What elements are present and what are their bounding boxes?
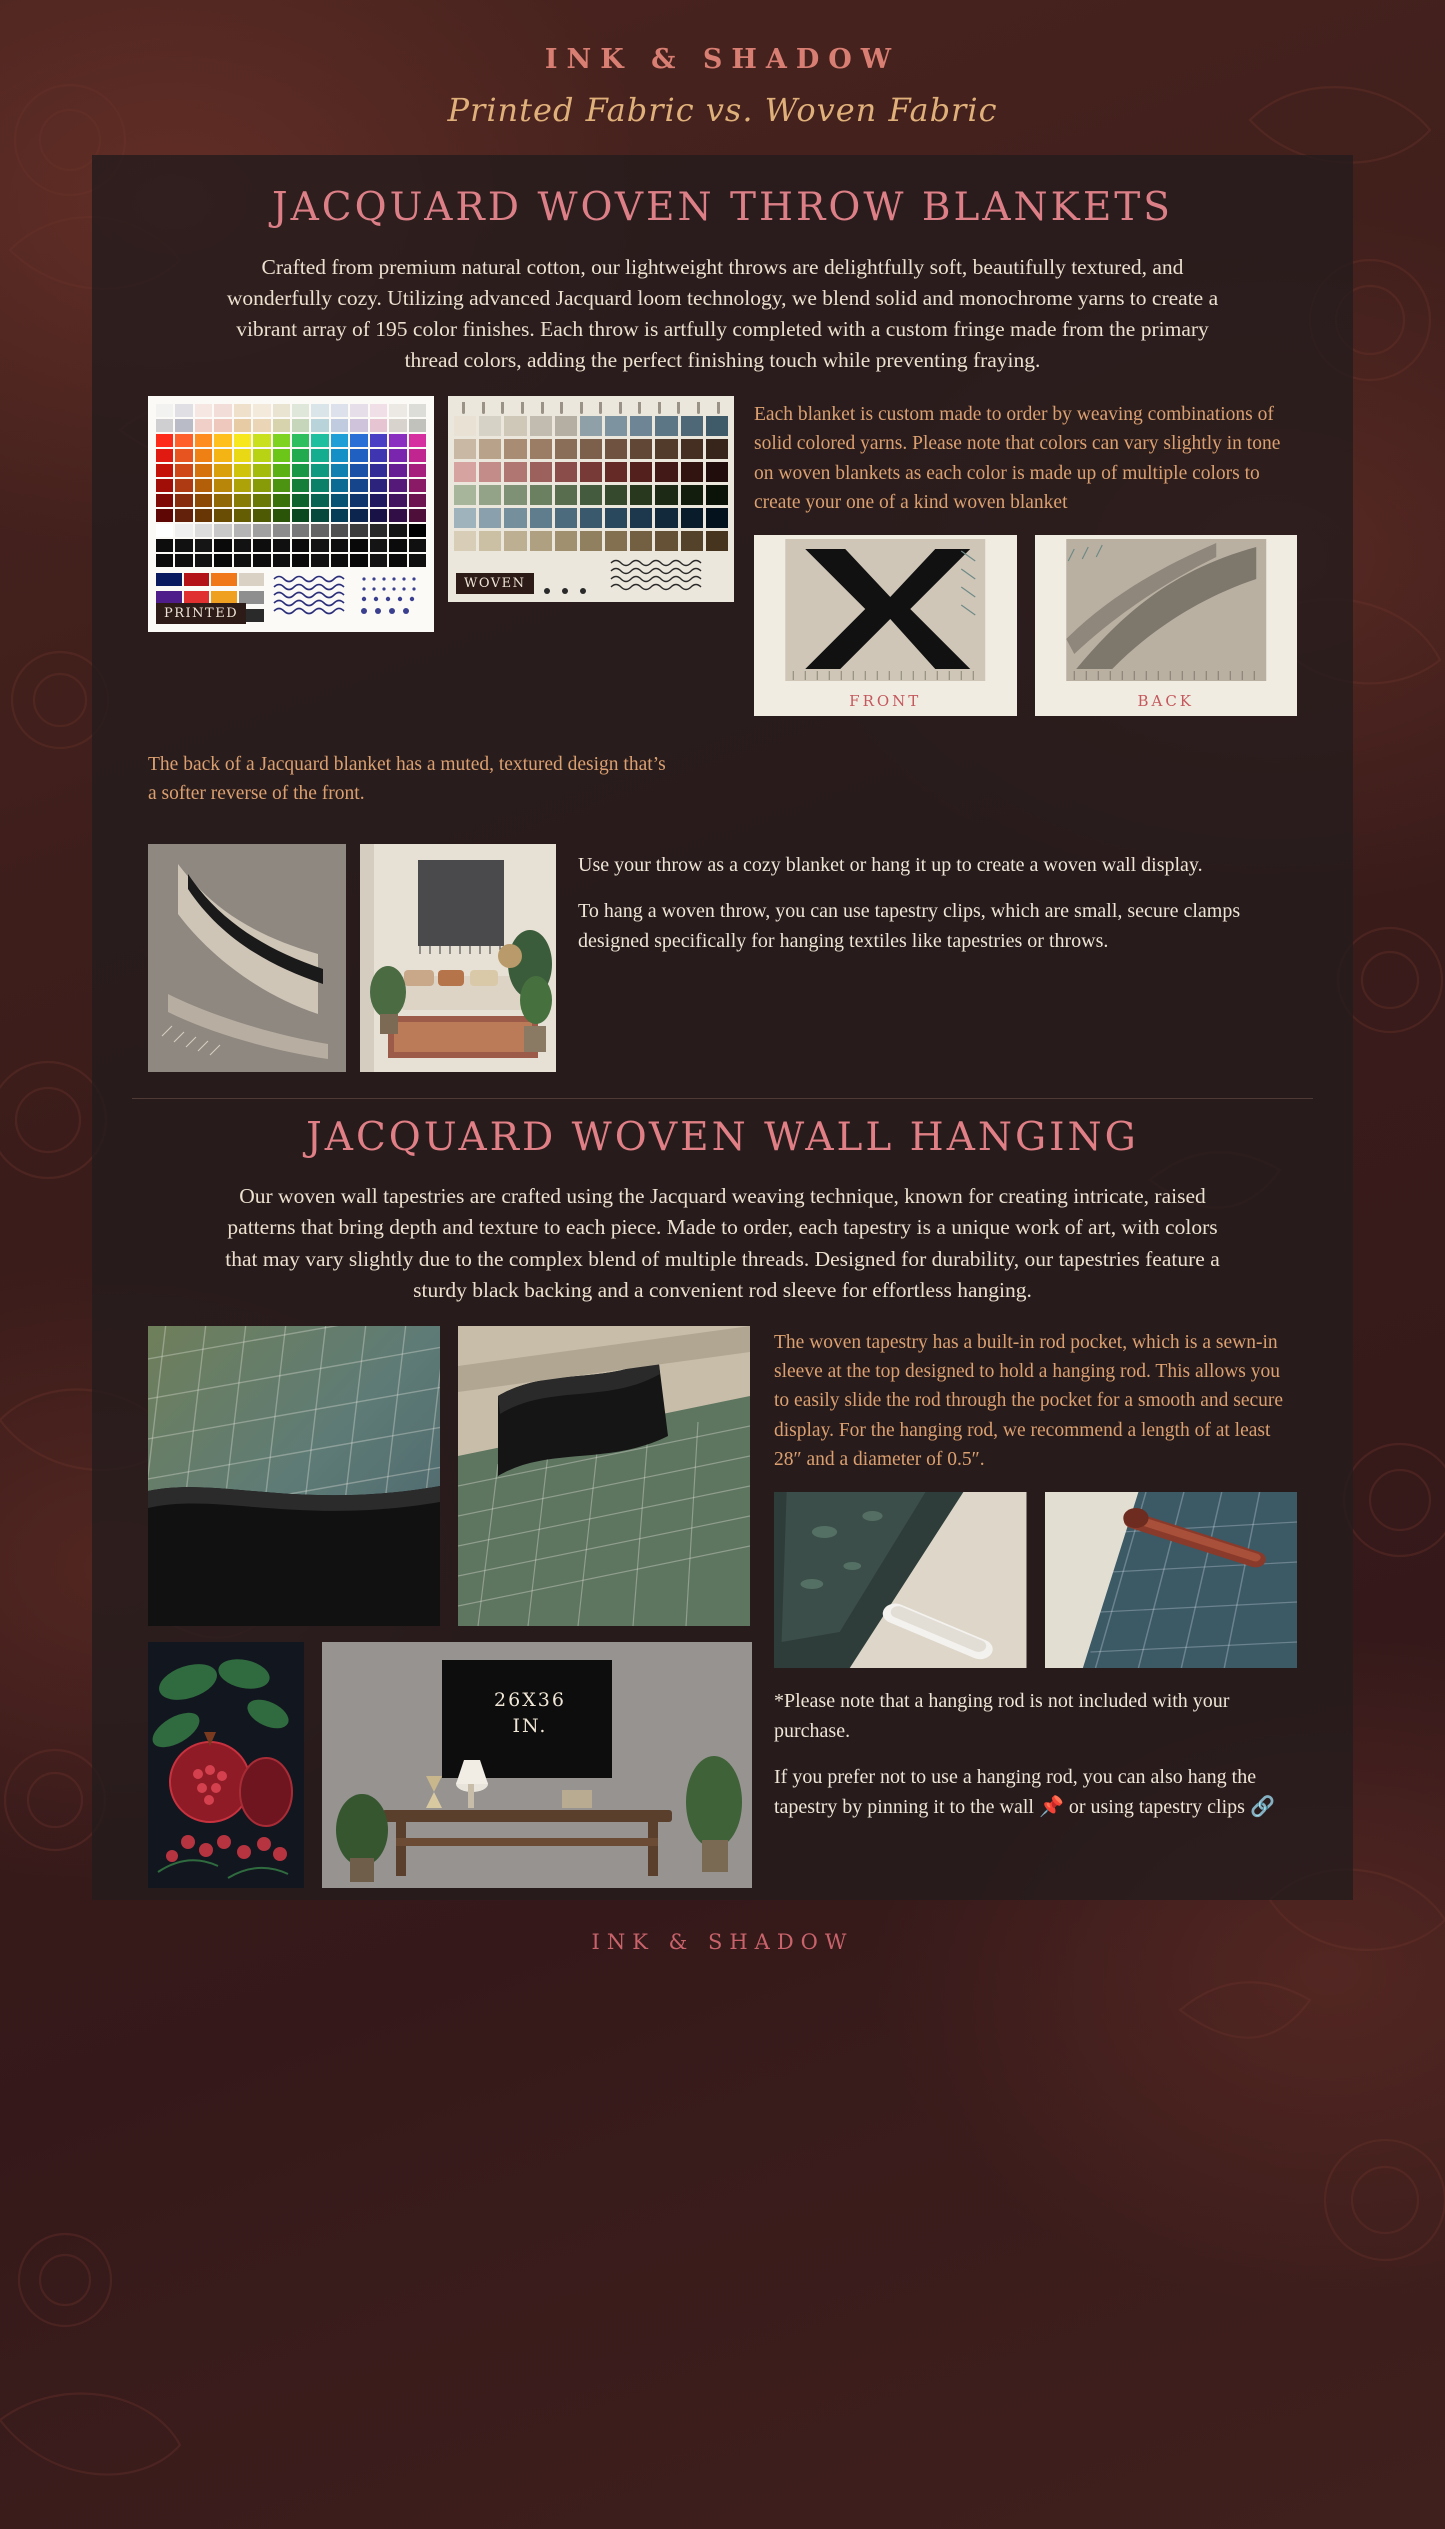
- color-swatch: [253, 509, 270, 522]
- color-swatch: [331, 494, 348, 507]
- color-swatch: [555, 416, 577, 436]
- color-swatch: [630, 462, 652, 482]
- front-blanket-photo: [758, 539, 1013, 681]
- color-swatch: [555, 462, 577, 482]
- color-swatch: [253, 479, 270, 492]
- color-swatch: [655, 416, 677, 436]
- color-swatch: [214, 494, 231, 507]
- color-swatch: [504, 462, 526, 482]
- color-swatch: [479, 416, 501, 436]
- wall-mockup-photo: [322, 1642, 752, 1888]
- color-swatch: [370, 524, 387, 537]
- color-swatch: [214, 449, 231, 462]
- color-swatch: [195, 539, 212, 552]
- back-design-caption: The back of a Jacquard blanket has a muted, textured design that’s a softer reverse of the front.: [148, 753, 666, 804]
- color-swatch: [273, 494, 290, 507]
- color-swatch: [311, 554, 328, 567]
- color-swatch: [156, 524, 173, 537]
- color-swatch: [195, 419, 212, 432]
- color-swatch: [370, 509, 387, 522]
- color-swatch: [234, 524, 251, 537]
- color-swatch: [156, 539, 173, 552]
- color-swatch: [350, 464, 367, 477]
- color-swatch: [273, 509, 290, 522]
- color-swatch: [311, 524, 328, 537]
- tapestry-corner-svg: [458, 1326, 750, 1626]
- color-swatch: [214, 539, 231, 552]
- color-swatch: [331, 524, 348, 537]
- color-swatch: [370, 479, 387, 492]
- back-image-card: [1035, 535, 1298, 716]
- pomegranate-svg: [148, 1642, 304, 1888]
- color-swatch: [605, 485, 627, 505]
- color-swatch: [681, 485, 703, 505]
- back-blanket-photo: [1039, 539, 1294, 681]
- color-swatch: [389, 524, 406, 537]
- color-swatch: [292, 479, 309, 492]
- fringe-top: [454, 402, 728, 416]
- color-swatch: [156, 449, 173, 462]
- color-swatch: [331, 464, 348, 477]
- color-swatch: [195, 449, 212, 462]
- color-swatch: [175, 494, 192, 507]
- color-swatch: [479, 439, 501, 459]
- color-swatch: [175, 434, 192, 447]
- color-swatch: [389, 509, 406, 522]
- color-swatch: [214, 509, 231, 522]
- color-swatch: [706, 462, 728, 482]
- color-swatch: [175, 554, 192, 567]
- rod-inserted-photo: [1045, 1492, 1298, 1668]
- color-swatch: [292, 554, 309, 567]
- wall-mockup-svg: [322, 1642, 752, 1888]
- tapestry-row: [92, 1326, 1353, 1888]
- rod-pocket-text: The woven tapestry has a built-in rod pocket, which is a sewn-in sleeve at the top designed to hold a hanging rod. This allows you to easily slide the rod through the pocket for a smooth and secure display. For the hanging rod, we recommend a length of at least 28″ and a diameter of 0.5″.: [774, 1331, 1284, 1470]
- color-swatch: [331, 449, 348, 462]
- color-swatch: [350, 554, 367, 567]
- tapestry-backing-closeup-photo: [148, 1326, 440, 1626]
- color-swatch: [605, 462, 627, 482]
- color-swatch: [454, 531, 476, 551]
- printed-swatch-chart: [148, 396, 434, 632]
- color-swatch: [273, 449, 290, 462]
- color-swatch: [409, 524, 426, 537]
- color-swatch: [389, 479, 406, 492]
- color-swatch: [175, 509, 192, 522]
- color-swatch: [195, 509, 212, 522]
- color-swatch: [214, 479, 231, 492]
- color-swatch: [530, 508, 552, 528]
- color-swatch: [350, 434, 367, 447]
- footer-brand: INK & SHADOW: [591, 1929, 854, 1954]
- color-swatch: [234, 419, 251, 432]
- color-swatch: [156, 419, 173, 432]
- color-swatch: [292, 464, 309, 477]
- color-swatch: [454, 485, 476, 505]
- pomegranate-tapestry-photo: [148, 1642, 304, 1888]
- color-swatch: [292, 449, 309, 462]
- color-swatch: [630, 416, 652, 436]
- custom-made-text: Each blanket is custom made to order by weaving combinations of solid colored yarns. Please note that colors can vary slightly in tone on woven blankets as each color is made up of multiple colors to create your one of a kind woven blanket: [754, 404, 1281, 513]
- color-swatch: [331, 434, 348, 447]
- color-swatch: [555, 485, 577, 505]
- color-swatch: [409, 419, 426, 432]
- page-subtitle: Printed Fabric vs. Woven Fabric: [447, 91, 998, 129]
- color-swatch: [409, 509, 426, 522]
- color-swatch: [292, 509, 309, 522]
- color-swatch: [479, 485, 501, 505]
- color-swatch: [292, 524, 309, 537]
- color-swatch: [175, 524, 192, 537]
- color-swatch: [409, 434, 426, 447]
- woven-label: WOVEN: [456, 573, 534, 594]
- usage-row: [92, 828, 1353, 1072]
- rod-detail-images: [774, 1492, 1297, 1668]
- color-swatch: [311, 479, 328, 492]
- color-swatch: [292, 434, 309, 447]
- back-label: BACK: [1039, 686, 1294, 712]
- color-swatch: [331, 509, 348, 522]
- color-swatch: [156, 404, 173, 417]
- color-swatch: [175, 464, 192, 477]
- color-swatch: [409, 554, 426, 567]
- rod-not-included-note: *Please note that a hanging rod is not included with your purchase.: [774, 1690, 1230, 1743]
- color-swatch: [479, 531, 501, 551]
- color-swatch: [409, 539, 426, 552]
- color-swatch: [580, 439, 602, 459]
- color-swatch: [156, 434, 173, 447]
- color-swatch: [350, 479, 367, 492]
- color-swatch: [175, 479, 192, 492]
- color-swatch: [292, 539, 309, 552]
- color-swatch: [195, 479, 212, 492]
- color-swatch: [630, 508, 652, 528]
- color-swatch: [479, 508, 501, 528]
- color-swatch: [479, 462, 501, 482]
- color-swatch: [605, 531, 627, 551]
- color-swatch: [273, 524, 290, 537]
- color-swatch: [311, 464, 328, 477]
- color-swatch: [156, 494, 173, 507]
- color-swatch: [605, 416, 627, 436]
- color-swatch: [409, 464, 426, 477]
- color-swatch: [214, 404, 231, 417]
- section2-intro-text: Our woven wall tapestries are crafted using the Jacquard weaving technique, known for creating intricate, raised patterns that bring depth and texture to each piece. Made to order, each tapestry is a unique work of art, with colors that may vary slightly due to the complex blend of multiple threads. Designed for durability, our tapestries feature a sturdy black backing and a convenient rod sleeve for effortless hanging.: [225, 1184, 1220, 1302]
- color-swatch: [454, 416, 476, 436]
- color-swatch: [605, 508, 627, 528]
- color-swatch: [253, 419, 270, 432]
- color-swatch: [253, 464, 270, 477]
- color-swatch: [214, 464, 231, 477]
- color-swatch: [331, 539, 348, 552]
- color-swatch: [234, 554, 251, 567]
- color-swatch: [706, 508, 728, 528]
- color-swatch: [156, 479, 173, 492]
- size-label-line2: IN.: [512, 1714, 548, 1737]
- color-swatch: [370, 404, 387, 417]
- color-swatch: [630, 439, 652, 459]
- color-swatch: [630, 485, 652, 505]
- color-swatch: [311, 509, 328, 522]
- color-swatch: [214, 419, 231, 432]
- pin-alternative-text: If you prefer not to use a hanging rod, you can also hang the tapestry by pinning it to the wall 📌 or using tapestry clips 🔗: [774, 1766, 1275, 1819]
- color-swatch: [681, 508, 703, 528]
- color-swatch: [253, 554, 270, 567]
- color-swatch: [681, 531, 703, 551]
- color-swatch: [580, 416, 602, 436]
- tapestry-images-column: [148, 1326, 752, 1888]
- folded-throw-photo: [148, 844, 346, 1072]
- rod-sleeve-svg: [774, 1492, 1027, 1668]
- color-swatch: [454, 508, 476, 528]
- color-swatch: [370, 419, 387, 432]
- color-swatch: [195, 554, 212, 567]
- color-swatch: [195, 524, 212, 537]
- color-swatch: [175, 404, 192, 417]
- section1-right-column: [754, 396, 1297, 716]
- color-swatch: [311, 494, 328, 507]
- color-swatch: [350, 509, 367, 522]
- color-swatch: [504, 531, 526, 551]
- color-swatch: [214, 434, 231, 447]
- color-swatch: [311, 449, 328, 462]
- color-swatch: [389, 554, 406, 567]
- color-swatch: [580, 531, 602, 551]
- color-swatch: [234, 449, 251, 462]
- printed-pattern-samples: [268, 573, 426, 619]
- color-swatch: [706, 416, 728, 436]
- color-swatch: [370, 494, 387, 507]
- color-swatch: [504, 508, 526, 528]
- color-swatch: [655, 531, 677, 551]
- section-title-wall-hanging: JACQUARD WOVEN WALL HANGING: [306, 1114, 1139, 1160]
- tapestry-gallery-row: [148, 1642, 752, 1888]
- color-swatch: [273, 464, 290, 477]
- color-swatch: [409, 404, 426, 417]
- color-swatch: [389, 539, 406, 552]
- color-swatch: [234, 479, 251, 492]
- color-swatch: [195, 494, 212, 507]
- color-swatch: [409, 479, 426, 492]
- color-swatch: [311, 404, 328, 417]
- color-swatch: [350, 524, 367, 537]
- color-swatch: [292, 419, 309, 432]
- swatch-comparison-row: [92, 396, 1353, 716]
- color-swatch: [350, 449, 367, 462]
- section1-intro-text: Crafted from premium natural cotton, our lightweight throws are delightfully soft, beautifully textured, and wonderfully cozy. Utilizing advanced Jacquard loom technology, we blend solid and monochrome yarns to create a vibrant array of 195 color finishes. Each throw is artfully completed with a custom fringe made from the primary thread colors, adding the perfect finishing touch while preventing fraying.: [226, 254, 1219, 373]
- size-label-line1: 26X36: [494, 1688, 566, 1711]
- color-swatch: [350, 404, 367, 417]
- color-swatch: [630, 531, 652, 551]
- color-swatch: [253, 539, 270, 552]
- living-room-wall-display-photo: [360, 844, 556, 1072]
- color-swatch: [350, 419, 367, 432]
- usage-text-block: [578, 844, 1297, 956]
- color-swatch: [234, 539, 251, 552]
- color-swatch: [706, 531, 728, 551]
- tapestry-backing-svg: [148, 1326, 440, 1626]
- color-swatch: [555, 508, 577, 528]
- color-swatch: [253, 434, 270, 447]
- color-swatch: [530, 439, 552, 459]
- color-swatch: [311, 539, 328, 552]
- color-swatch: [175, 539, 192, 552]
- color-swatch: [555, 531, 577, 551]
- color-swatch: [195, 464, 212, 477]
- color-swatch: [253, 449, 270, 462]
- color-swatch: [504, 416, 526, 436]
- color-swatch: [311, 434, 328, 447]
- color-swatch: [214, 554, 231, 567]
- color-swatch: [389, 434, 406, 447]
- printed-label: PRINTED: [156, 603, 246, 624]
- rod-inserted-svg: [1045, 1492, 1298, 1668]
- color-swatch: [681, 416, 703, 436]
- color-swatch: [580, 485, 602, 505]
- color-swatch: [389, 494, 406, 507]
- color-swatch: [409, 494, 426, 507]
- color-swatch: [253, 494, 270, 507]
- woven-swatch-blanket: [448, 396, 734, 602]
- color-swatch: [156, 464, 173, 477]
- color-swatch: [331, 419, 348, 432]
- color-swatch: [292, 494, 309, 507]
- color-swatch: [389, 419, 406, 432]
- folded-throw-svg: [148, 844, 346, 1072]
- color-swatch: [706, 485, 728, 505]
- color-swatch: [530, 416, 552, 436]
- color-swatch: [156, 509, 173, 522]
- color-swatch: [454, 439, 476, 459]
- color-swatch: [214, 524, 231, 537]
- color-swatch: [454, 462, 476, 482]
- tapestry-text-column: [774, 1326, 1297, 1822]
- color-swatch: [350, 494, 367, 507]
- color-swatch: [273, 479, 290, 492]
- color-swatch: [555, 439, 577, 459]
- front-back-images: [754, 535, 1297, 716]
- color-swatch: [530, 531, 552, 551]
- color-swatch: [175, 449, 192, 462]
- color-swatch: [504, 439, 526, 459]
- color-swatch: [331, 404, 348, 417]
- color-swatch: [530, 462, 552, 482]
- color-swatch: [234, 494, 251, 507]
- color-swatch: [273, 434, 290, 447]
- color-swatch: [370, 434, 387, 447]
- color-swatch: [389, 449, 406, 462]
- color-swatch: [292, 404, 309, 417]
- color-swatch: [175, 419, 192, 432]
- front-label: FRONT: [758, 686, 1013, 712]
- living-room-svg: [360, 844, 556, 1072]
- color-swatch: [273, 539, 290, 552]
- color-swatch: [655, 439, 677, 459]
- color-swatch: [706, 439, 728, 459]
- tapestry-detail-row: [148, 1326, 752, 1626]
- color-swatch: [234, 404, 251, 417]
- front-image-card: [754, 535, 1017, 716]
- usage-text-2: To hang a woven throw, you can use tapestry clips, which are small, secure clamps designed specifically for hanging textiles like tapestries or throws.: [578, 899, 1241, 952]
- color-swatch: [409, 449, 426, 462]
- rod-sleeve-photo: [774, 1492, 1027, 1668]
- color-swatch: [234, 464, 251, 477]
- color-swatch: [273, 419, 290, 432]
- color-swatch: [655, 508, 677, 528]
- usage-text-1: Use your throw as a cozy blanket or hang it up to create a woven wall display.: [578, 853, 1203, 876]
- content-panel: [92, 155, 1353, 1900]
- color-swatch: [273, 404, 290, 417]
- color-swatch: [234, 509, 251, 522]
- section-divider: [132, 1098, 1313, 1099]
- color-swatch: [331, 554, 348, 567]
- color-swatch: [234, 434, 251, 447]
- color-swatch: [605, 439, 627, 459]
- color-swatch: [681, 462, 703, 482]
- color-swatch: [389, 464, 406, 477]
- color-swatch: [655, 485, 677, 505]
- color-swatch: [370, 464, 387, 477]
- color-swatch: [370, 539, 387, 552]
- color-swatch: [156, 554, 173, 567]
- color-swatch: [253, 524, 270, 537]
- color-swatch: [580, 508, 602, 528]
- color-swatch: [530, 485, 552, 505]
- color-swatch: [370, 449, 387, 462]
- color-swatch: [350, 539, 367, 552]
- color-swatch: [389, 404, 406, 417]
- color-swatch: [580, 462, 602, 482]
- color-swatch: [311, 419, 328, 432]
- brand-title: INK & SHADOW: [544, 44, 901, 75]
- section-title-throw-blankets: JACQUARD WOVEN THROW BLANKETS: [271, 185, 1174, 230]
- color-swatch: [655, 462, 677, 482]
- color-swatch: [195, 404, 212, 417]
- color-swatch: [370, 554, 387, 567]
- color-swatch: [195, 434, 212, 447]
- color-swatch: [504, 485, 526, 505]
- color-swatch: [253, 404, 270, 417]
- color-swatch: [681, 439, 703, 459]
- color-swatch: [273, 554, 290, 567]
- tapestry-corner-photo: [458, 1326, 750, 1626]
- color-swatch: [331, 479, 348, 492]
